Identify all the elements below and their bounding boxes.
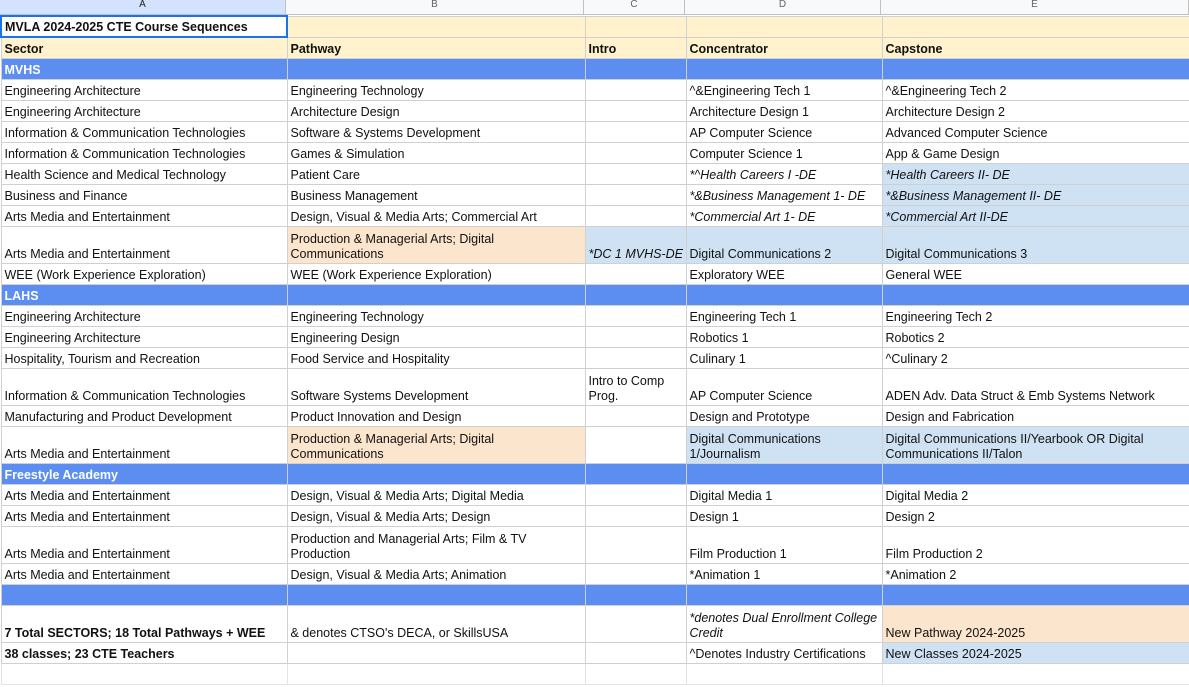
concentrator-cell[interactable]: Film Production 1 — [686, 526, 882, 563]
pathway-cell[interactable]: Production & Managerial Arts; Digital Communications — [287, 426, 585, 463]
sector-cell[interactable]: Arts Media and Entertainment — [1, 526, 287, 563]
intro-cell[interactable] — [585, 263, 686, 284]
sector-cell[interactable]: Hospitality, Tourism and Recreation — [1, 347, 287, 368]
concentrator-cell[interactable]: Exploratory WEE — [686, 263, 882, 284]
capstone-cell[interactable]: *Health Careers II- DE — [882, 163, 1189, 184]
sector-cell[interactable]: Engineering Architecture — [1, 326, 287, 347]
intro-cell[interactable] — [585, 505, 686, 526]
concentrator-cell[interactable]: Digital Media 1 — [686, 484, 882, 505]
footer-row — [1, 642, 1189, 663]
intro-cell[interactable]: Intro to Comp Prog. — [585, 368, 686, 405]
concentrator-cell[interactable]: *Animation 1 — [686, 563, 882, 584]
concentrator-cell[interactable]: Culinary 1 — [686, 347, 882, 368]
capstone-cell[interactable]: Design 2 — [882, 505, 1189, 526]
capstone-cell[interactable]: Engineering Tech 2 — [882, 305, 1189, 326]
intro-cell[interactable] — [585, 100, 686, 121]
header-concentrator[interactable]: Concentrator — [686, 37, 882, 58]
intro-cell[interactable] — [585, 484, 686, 505]
section-label[interactable]: LAHS — [1, 284, 287, 305]
cell[interactable] — [287, 16, 585, 37]
ctso-note-cell[interactable]: & denotes CTSO's DECA, or SkillsUSA — [287, 605, 585, 642]
sector-cell[interactable]: Arts Media and Entertainment — [1, 426, 287, 463]
title-cell[interactable]: MVLA 2024-2025 CTE Course Sequences — [1, 16, 287, 37]
pathway-cell[interactable]: Games & Simulation — [287, 142, 585, 163]
table-row — [1, 100, 1189, 121]
cell-grid — [0, 15, 1189, 685]
section-row-freestyle — [1, 463, 1189, 484]
sector-cell[interactable]: Health Science and Medical Technology — [1, 163, 287, 184]
capstone-cell[interactable]: ^Culinary 2 — [882, 347, 1189, 368]
empty-row — [1, 663, 1189, 684]
pathway-cell[interactable]: Engineering Technology — [287, 305, 585, 326]
pathway-cell[interactable]: Design, Visual & Media Arts; Design — [287, 505, 585, 526]
capstone-cell[interactable]: *&Business Management II- DE — [882, 184, 1189, 205]
table-row — [1, 505, 1189, 526]
capstone-cell[interactable]: ADEN Adv. Data Struct & Emb Systems Network — [882, 368, 1189, 405]
pathway-cell[interactable]: Engineering Design — [287, 326, 585, 347]
sector-cell[interactable]: Engineering Architecture — [1, 305, 287, 326]
table-row — [1, 426, 1189, 463]
title-row — [1, 16, 1189, 37]
concentrator-cell[interactable]: *^Health Careers I -DE — [686, 163, 882, 184]
sector-cell[interactable]: Information & Communication Technologies — [1, 142, 287, 163]
concentrator-cell[interactable]: Design and Prototype — [686, 405, 882, 426]
capstone-cell[interactable]: *Commercial Art II-DE — [882, 205, 1189, 226]
intro-cell[interactable]: *DC 1 MVHS-DE — [585, 226, 686, 263]
sector-cell[interactable]: Arts Media and Entertainment — [1, 563, 287, 584]
sector-cell[interactable]: Arts Media and Entertainment — [1, 205, 287, 226]
table-row — [1, 526, 1189, 563]
table-row — [1, 79, 1189, 100]
intro-cell[interactable] — [585, 142, 686, 163]
intro-cell[interactable] — [585, 184, 686, 205]
capstone-cell[interactable]: *Animation 2 — [882, 563, 1189, 584]
sector-cell[interactable]: Arts Media and Entertainment — [1, 484, 287, 505]
table-row — [1, 405, 1189, 426]
new-pathway-legend-cell[interactable]: New Pathway 2024-2025 — [882, 605, 1189, 642]
concentrator-cell[interactable]: Architecture Design 1 — [686, 100, 882, 121]
table-row — [1, 226, 1189, 263]
column-header-b[interactable]: B — [286, 0, 584, 14]
table-row — [1, 305, 1189, 326]
pathway-cell[interactable]: Software & Systems Development — [287, 121, 585, 142]
pathway-cell[interactable]: Design, Visual & Media Arts; Commercial Art — [287, 205, 585, 226]
dual-enrollment-note-cell[interactable]: *denotes Dual Enrollment College Credit — [686, 605, 882, 642]
cell[interactable] — [882, 16, 1189, 37]
capstone-cell[interactable]: Architecture Design 2 — [882, 100, 1189, 121]
capstone-cell[interactable]: Digital Media 2 — [882, 484, 1189, 505]
column-header-bar — [0, 0, 1189, 15]
pathway-cell[interactable]: Production & Managerial Arts; Digital Communications — [287, 226, 585, 263]
table-row — [1, 368, 1189, 405]
capstone-cell[interactable]: Film Production 2 — [882, 526, 1189, 563]
concentrator-cell[interactable]: Design 1 — [686, 505, 882, 526]
table-row — [1, 484, 1189, 505]
pathway-cell[interactable]: Production and Managerial Arts; Film & TV Production — [287, 526, 585, 563]
capstone-cell[interactable]: Digital Communications 3 — [882, 226, 1189, 263]
column-header-e[interactable]: E — [881, 0, 1189, 14]
intro-cell[interactable] — [585, 347, 686, 368]
table-row — [1, 163, 1189, 184]
totals-cell[interactable]: 7 Total SECTORS; 18 Total Pathways + WEE — [1, 605, 287, 642]
table-row — [1, 142, 1189, 163]
table-row — [1, 347, 1189, 368]
sector-cell[interactable]: WEE (Work Experience Exploration) — [1, 263, 287, 284]
sector-cell[interactable]: Business and Finance — [1, 184, 287, 205]
column-header-d[interactable]: D — [685, 0, 881, 14]
sector-cell[interactable]: Arts Media and Entertainment — [1, 505, 287, 526]
new-classes-legend-cell[interactable]: New Classes 2024-2025 — [882, 642, 1189, 663]
intro-cell[interactable] — [585, 121, 686, 142]
capstone-cell[interactable]: Robotics 2 — [882, 326, 1189, 347]
concentrator-cell[interactable]: AP Computer Science — [686, 121, 882, 142]
sector-cell[interactable]: Information & Communication Technologies — [1, 121, 287, 142]
intro-cell[interactable] — [585, 163, 686, 184]
header-row — [1, 37, 1189, 58]
header-intro[interactable]: Intro — [585, 37, 686, 58]
concentrator-cell[interactable]: ^&Engineering Tech 1 — [686, 79, 882, 100]
header-capstone[interactable]: Capstone — [882, 37, 1189, 58]
pathway-cell[interactable]: Business Management — [287, 184, 585, 205]
cell[interactable] — [686, 16, 882, 37]
cell[interactable] — [585, 16, 686, 37]
intro-cell[interactable] — [585, 563, 686, 584]
intro-cell[interactable] — [585, 305, 686, 326]
concentrator-cell[interactable]: Engineering Tech 1 — [686, 305, 882, 326]
concentrator-cell[interactable]: *&Business Management 1- DE — [686, 184, 882, 205]
table-row — [1, 121, 1189, 142]
header-sector[interactable]: Sector — [1, 37, 287, 58]
pathway-cell[interactable]: WEE (Work Experience Exploration) — [287, 263, 585, 284]
pathway-cell[interactable]: Software Systems Development — [287, 368, 585, 405]
concentrator-cell[interactable]: Robotics 1 — [686, 326, 882, 347]
section-row-mvhs — [1, 58, 1189, 79]
capstone-cell[interactable]: ^&Engineering Tech 2 — [882, 79, 1189, 100]
industry-note-cell[interactable]: ^Denotes Industry Certifications — [686, 642, 882, 663]
intro-cell[interactable] — [585, 326, 686, 347]
pathway-cell[interactable]: Patient Care — [287, 163, 585, 184]
concentrator-cell[interactable]: Digital Communications 1/Journalism — [686, 426, 882, 463]
table-row — [1, 263, 1189, 284]
sector-cell[interactable]: Manufacturing and Product Development — [1, 405, 287, 426]
section-label[interactable]: Freestyle Academy — [1, 463, 287, 484]
pathway-cell[interactable]: Food Service and Hospitality — [287, 347, 585, 368]
capstone-cell[interactable]: Digital Communications II/Yearbook OR Digital Communications II/Talon — [882, 426, 1189, 463]
capstone-cell[interactable]: Design and Fabrication — [882, 405, 1189, 426]
sector-cell[interactable]: Arts Media and Entertainment — [1, 226, 287, 263]
concentrator-cell[interactable]: AP Computer Science — [686, 368, 882, 405]
table-row — [1, 326, 1189, 347]
concentrator-cell[interactable]: Digital Communications 2 — [686, 226, 882, 263]
table-row — [1, 184, 1189, 205]
sector-cell[interactable]: Engineering Architecture — [1, 79, 287, 100]
capstone-cell[interactable]: App & Game Design — [882, 142, 1189, 163]
footer-row — [1, 605, 1189, 642]
concentrator-cell[interactable]: *Commercial Art 1- DE — [686, 205, 882, 226]
concentrator-cell[interactable]: Computer Science 1 — [686, 142, 882, 163]
intro-cell[interactable] — [585, 79, 686, 100]
pathway-cell[interactable]: Product Innovation and Design — [287, 405, 585, 426]
intro-cell[interactable] — [585, 405, 686, 426]
capstone-cell[interactable]: General WEE — [882, 263, 1189, 284]
column-header-c[interactable]: C — [584, 0, 685, 14]
intro-cell[interactable] — [585, 205, 686, 226]
table-row — [1, 563, 1189, 584]
sector-cell[interactable]: Engineering Architecture — [1, 100, 287, 121]
pathway-cell[interactable]: Design, Visual & Media Arts; Animation — [287, 563, 585, 584]
intro-cell[interactable] — [585, 526, 686, 563]
pathway-cell[interactable]: Architecture Design — [287, 100, 585, 121]
pathway-cell[interactable]: Design, Visual & Media Arts; Digital Media — [287, 484, 585, 505]
sector-cell[interactable]: Information & Communication Technologies — [1, 368, 287, 405]
table-row — [1, 205, 1189, 226]
capstone-cell[interactable]: Advanced Computer Science — [882, 121, 1189, 142]
pathway-cell[interactable]: Engineering Technology — [287, 79, 585, 100]
section-row-lahs — [1, 284, 1189, 305]
classes-cell[interactable]: 38 classes; 23 CTE Teachers — [1, 642, 287, 663]
intro-cell[interactable] — [585, 426, 686, 463]
section-label[interactable]: MVHS — [1, 58, 287, 79]
separator-row — [1, 584, 1189, 605]
column-header-a[interactable]: A — [0, 0, 286, 14]
header-pathway[interactable]: Pathway — [287, 37, 585, 58]
